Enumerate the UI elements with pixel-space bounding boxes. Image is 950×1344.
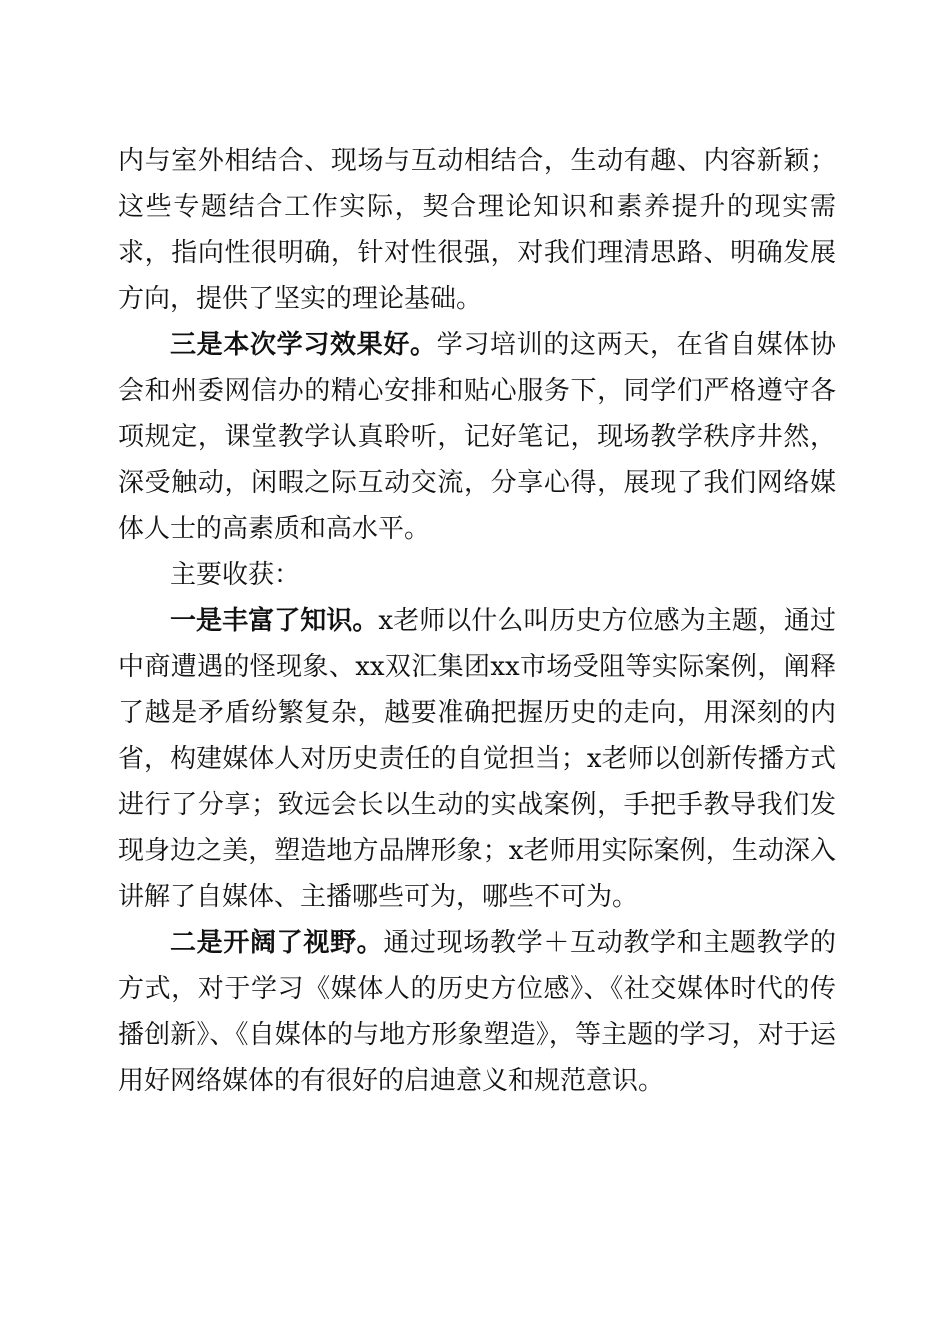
paragraph-learning-effect [118, 322, 836, 552]
paragraph-broadened-vision [118, 920, 836, 1104]
paragraph-text: 学习培训的这两天，在省自媒体协会和州委网信办的精心安排和贴心服务下，同学们严格遵守各项规定，课堂教学认真聆听，记好笔记，现场教学秩序井然，深受触动，闲暇之际互动交流，分享心得，展现了我们网络媒体人士的高素质和高水平。 [118, 330, 836, 544]
paragraph-lead: 三是本次学习效果好。 [170, 330, 437, 360]
paragraph-text: 通过现场教学＋互动教学和主题教学的方式，对于学习《媒体人的历史方位感》、《社交媒体时代的传播创新》、《自媒体的与地方形象塑造》，等主题的学习，对于运用好网络媒体的有很好的启迪意义和规范意识。 [118, 928, 836, 1096]
paragraph-text: 内与室外相结合、现场与互动相结合，生动有趣、内容新颖；这些专题结合工作实际，契合理论知识和素养提升的现实需求，指向性很明确，针对性很强，对我们理清思路、明确发展方向，提供了坚实的理论基础。 [118, 146, 836, 314]
paragraph-text: 主要收获： [170, 560, 301, 590]
document-body [118, 138, 836, 1104]
paragraph-lead: 二是开阔了视野。 [170, 928, 384, 958]
paragraph-lead: 一是丰富了知识。 [170, 606, 379, 636]
paragraph-continuation [118, 138, 836, 322]
paragraph-main-gains-heading [118, 552, 836, 598]
paragraph-enriched-knowledge [118, 598, 836, 920]
paragraph-text: x老师以什么叫历史方位感为主题，通过中商遭遇的怪现象、xx双汇集团xx市场受阻等实际案例，阐释了越是矛盾纷繁复杂，越要准确把握历史的走向，用深刻的内省，构建媒体人对历史责任的自觉担当；x老师以创新传播方式进行了分享；致远会长以生动的实战案例，手把手教导我们发现身边之美，塑造地方品牌形象；x老师用实际案例，生动深入讲解了自媒体、主播哪些可为，哪些不可为。 [118, 606, 836, 912]
